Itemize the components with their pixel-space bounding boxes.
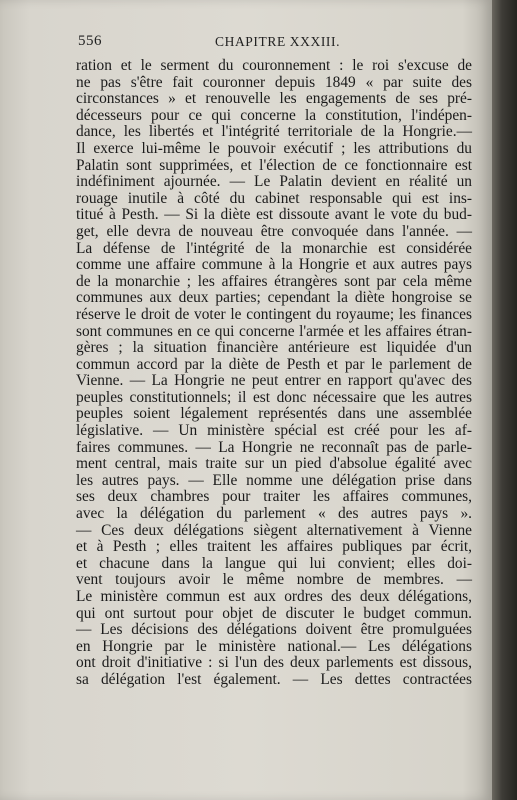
text-line: Palatin sont supprimées, et l'élection de ce fonctionnaire est — [76, 156, 472, 174]
text-line: comme une affaire commune à la Hongrie et aux autres pays — [76, 256, 472, 274]
text-line: faires communes. — La Hongrie ne reconnaît pas de parle- — [76, 438, 472, 456]
text-line: indéfiniment ajournée. — Le Palatin devient en réalité un — [76, 173, 472, 191]
text-line: et chacune dans la langue qui lui convient; elles doi- — [76, 554, 472, 572]
running-head: CHAPITRE XXXIII. — [215, 34, 341, 49]
text-line: de la monarchie ; les affaires étrangères sont par cela même — [76, 272, 472, 290]
text-line: titué à Pesth. — Si la diète est dissoute avant le vote du bud- — [76, 206, 472, 224]
text-line: get, elle devra de nouveau être convoquée dans l'année. — — [76, 222, 472, 240]
text-line: sa délégation l'est également. — Les dettes contractées — [76, 670, 472, 688]
text-line: ration et le serment du couronnement : le roi s'excuse de — [76, 57, 472, 74]
text-line: avec la délégation du parlement « des autres pays ». — [76, 505, 472, 523]
text-line: décesseurs pour ce qui concerne la constitution, l'indépen- — [76, 106, 472, 124]
text-line: ses deux chambres pour traiter les affaires communes, — [76, 488, 472, 506]
body-text — [76, 58, 472, 689]
text-line: législative. — Un ministère spécial est créé pour les af- — [76, 422, 472, 440]
text-line: ne pas s'être fait couronner depuis 1849 « par suite des — [76, 73, 472, 91]
text-line: peuples constitutionnels; il est donc nécessaire que les autres — [76, 388, 472, 406]
text-line: — Ces deux délégations siègent alternativement à Vienne — [76, 521, 472, 539]
text-line: qui ont surtout pour objet de discuter le budget commun. — [76, 604, 472, 622]
text-line: Le ministère commun est aux ordres des deux délégations, — [76, 588, 472, 605]
text-line: sont communes en ce qui concerne l'armée et les affaires étran- — [76, 322, 472, 340]
text-line: circonstances » et renouvelle les engagements de ses pré- — [76, 90, 472, 108]
text-line: — Les décisions des délégations doivent être promulguées — [76, 621, 472, 639]
text-line: rouage inutile à côté du cabinet responsable qui est ins- — [76, 189, 472, 207]
text-line: gères ; la situation financière antérieure est liquidée d'un — [76, 339, 472, 357]
page-header — [0, 33, 492, 53]
text-line: en Hongrie par le ministère national.— Les délégations — [76, 637, 472, 655]
text-line: réserve le droit de voter le contingent du royaume; les finances — [76, 305, 472, 323]
text-line: ont droit d'initiative : si l'un des deux parlements est dissous, — [76, 654, 472, 672]
page-edge-shadow — [492, 0, 517, 800]
text-line: vent toujours avoir le même nombre de membres. — — [76, 571, 472, 589]
text-line: commun accord par la diète de Pesth et par le parlement de — [76, 355, 472, 373]
text-line: les autres pays. — Elle nomme une délégation prise dans — [76, 471, 472, 489]
text-line: La défense de l'intégrité de la monarchie est considérée — [76, 239, 472, 257]
text-line: Il exerce lui-même le pouvoir exécutif ; les attributions du — [76, 139, 472, 157]
text-line: peuples soient légalement représentés dans une assemblée — [76, 405, 472, 423]
text-line: ment central, mais traite sur un pied d'absolue égalité avec — [76, 455, 472, 473]
text-line: et à Pesth ; elles traitent les affaires publiques par écrit, — [76, 538, 472, 556]
text-line: Vienne. — La Hongrie ne peut entrer en rapport qu'avec des — [76, 372, 472, 390]
page-number: 556 — [78, 33, 102, 49]
text-line: communes aux deux parties; cependant la diète hongroise se — [76, 289, 472, 307]
text-line: dance, les libertés et l'intégrité territoriale de la Hongrie.— — [76, 123, 472, 141]
